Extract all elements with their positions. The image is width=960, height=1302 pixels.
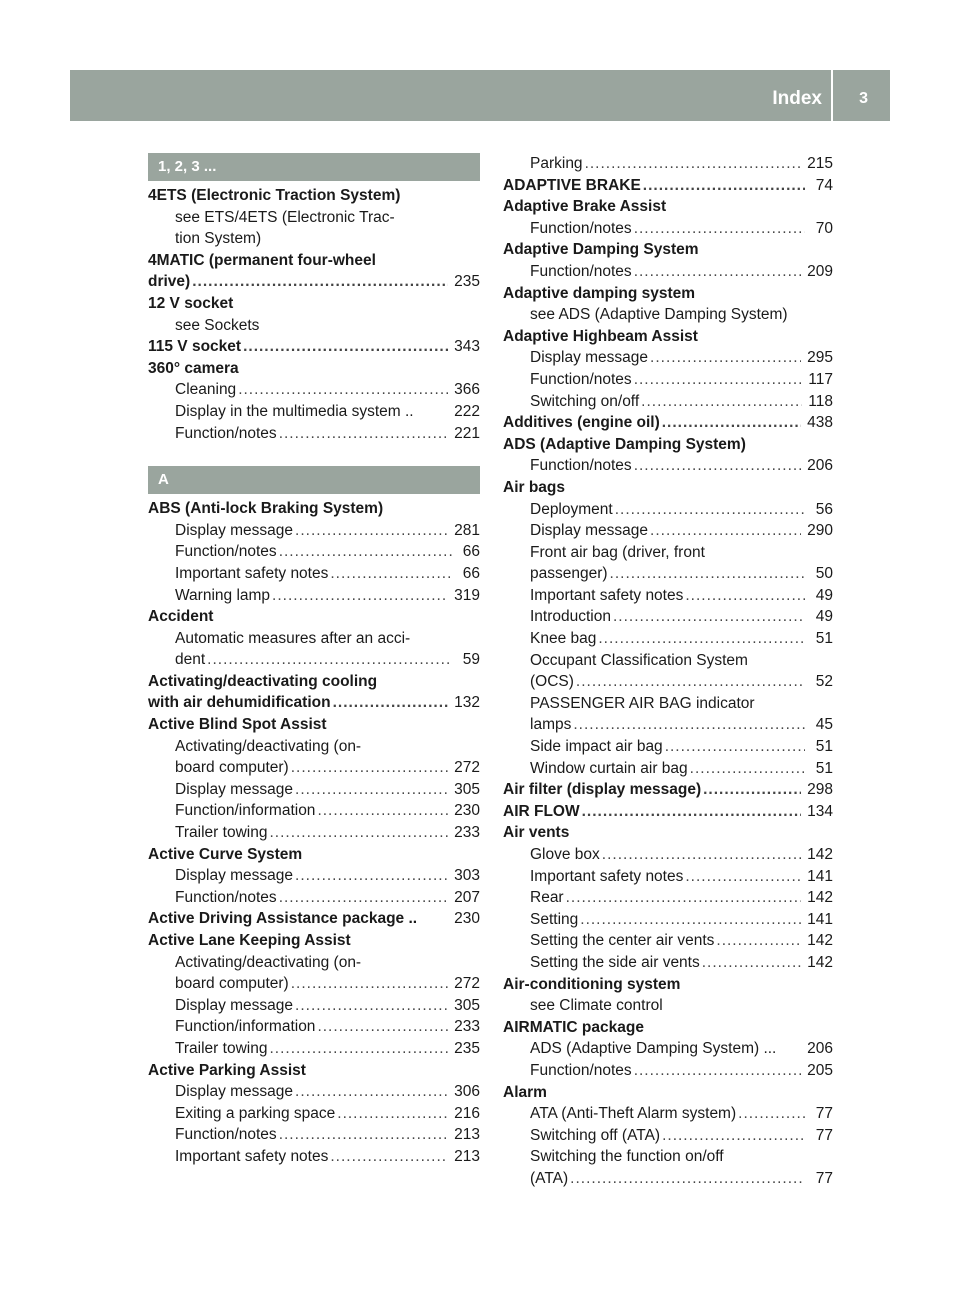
entry-label: Function/notes — [175, 543, 277, 561]
index-term-entry — [148, 271, 480, 293]
leader-dots — [602, 844, 801, 866]
page-reference: 298 — [807, 781, 833, 799]
entry-label: Display message — [175, 996, 294, 1014]
entry-label: Air filter (display message) — [503, 781, 702, 799]
page-reference: 305 — [454, 996, 480, 1014]
index-subentry — [503, 671, 833, 693]
leader-dots — [634, 369, 803, 391]
entry-label: drive) — [148, 273, 191, 291]
leader-dots — [269, 822, 448, 844]
leader-dots — [634, 218, 805, 240]
leader-dots — [615, 499, 805, 521]
entry-label: Important safety notes — [530, 867, 684, 885]
index-term: 360° camera — [148, 359, 239, 377]
leader-dots — [192, 271, 448, 293]
index-subentry — [503, 736, 833, 758]
index-subentry — [148, 649, 480, 671]
entry-label: dent — [175, 651, 206, 669]
entry-label: Function/notes — [530, 1061, 632, 1079]
index-subentry — [503, 952, 833, 974]
entry-label: Important safety notes — [175, 1147, 329, 1165]
page-reference: 77 — [815, 1126, 833, 1144]
index-term: ADS (Adaptive Damping System) — [503, 435, 746, 453]
page-reference: 290 — [807, 522, 833, 540]
entry-label: (ATA) — [530, 1169, 569, 1187]
index-subentry — [503, 1168, 833, 1190]
page-number: 3 — [859, 90, 868, 107]
leader-dots — [662, 1125, 805, 1147]
page-reference: 303 — [454, 867, 480, 885]
page-reference: 49 — [815, 586, 833, 604]
index-subentry — [148, 779, 480, 801]
entry-label: Deployment — [530, 500, 613, 518]
page-reference: 206 — [807, 1040, 833, 1058]
entry-label: Window curtain air bag — [530, 759, 688, 777]
page-reference: 142 — [807, 846, 833, 863]
entry-label: Cleaning — [175, 381, 237, 399]
page-reference: 233 — [454, 824, 480, 842]
entry-label: ADS (Adaptive Damping System) ... — [530, 1040, 777, 1058]
entry-label: Rear — [530, 889, 564, 907]
page-reference: 230 — [454, 910, 480, 928]
index-subentry — [503, 218, 833, 240]
leader-dots — [295, 865, 448, 887]
leader-dots — [650, 347, 801, 369]
leader-dots — [685, 585, 805, 607]
entry-label: Introduction — [530, 608, 611, 626]
page-reference: 49 — [815, 608, 833, 626]
page-reference: 51 — [815, 759, 833, 777]
index-term-entry — [148, 336, 480, 358]
leader-dots — [291, 757, 448, 779]
index-subentry — [148, 1038, 480, 1060]
page-reference: 272 — [454, 759, 480, 777]
page-reference: 56 — [815, 500, 833, 518]
entry-label: Parking — [530, 155, 583, 172]
index-term: Active Blind Spot Assist — [148, 716, 327, 734]
leader-dots — [238, 379, 448, 401]
leader-dots — [330, 1146, 448, 1168]
entry-label: Display message — [530, 522, 649, 540]
index-subentry — [503, 455, 833, 477]
header-divider — [831, 70, 833, 121]
index-term: Active Curve System — [148, 845, 303, 863]
entry-label: Warning lamp — [175, 586, 271, 604]
index-term: 4MATIC (permanent four-wheel — [148, 251, 376, 269]
index-subentry — [503, 347, 833, 369]
entry-label: Trailer towing — [175, 1039, 268, 1057]
page-reference: 117 — [808, 370, 833, 388]
index-term-entry — [503, 801, 833, 823]
index-subentry — [148, 995, 480, 1017]
entry-label: Function/notes — [175, 1126, 277, 1144]
index-term: Adaptive Highbeam Assist — [503, 327, 698, 345]
entry-label: AIR FLOW — [503, 802, 580, 820]
leader-dots — [272, 585, 448, 607]
page-reference: 213 — [454, 1126, 480, 1144]
leader-dots — [613, 606, 805, 628]
leader-dots — [665, 736, 805, 758]
entry-label: Setting the side air vents — [530, 953, 700, 971]
page-reference: 206 — [807, 457, 833, 475]
index-subentry — [148, 520, 480, 542]
leader-dots — [279, 1124, 448, 1146]
leader-dots — [295, 1081, 448, 1103]
index-subentry — [503, 887, 833, 909]
section-heading: 1, 2, 3 ... — [148, 153, 480, 181]
entry-label: Function/information — [175, 802, 316, 820]
index-term: AIRMATIC package — [503, 1018, 644, 1036]
index-subentry — [503, 1038, 833, 1060]
entry-label: Active Driving Assistance package .. — [148, 910, 418, 928]
entry-label: Function/notes — [175, 888, 277, 906]
index-subentry-text: Activating/deactivating (on- — [175, 737, 362, 755]
entry-label: Knee bag — [530, 630, 597, 648]
entry-label: Setting — [530, 910, 579, 928]
index-subentry-text: tion System) — [175, 230, 262, 248]
page-reference: 141 — [807, 910, 833, 928]
leader-dots — [279, 423, 448, 445]
leader-dots — [295, 520, 448, 542]
index-subentry — [503, 606, 833, 628]
index-term: 12 V socket — [148, 294, 234, 312]
index-subentry — [503, 628, 833, 650]
page-reference: 132 — [454, 694, 480, 712]
index-term: Air vents — [503, 824, 570, 842]
index-subentry — [503, 844, 833, 866]
leader-dots — [330, 563, 452, 585]
entry-label: Function/notes — [530, 370, 632, 388]
leader-dots — [643, 175, 805, 197]
index-term: ABS (Anti-lock Braking System) — [148, 500, 384, 518]
leader-dots — [279, 541, 452, 563]
page-reference: 213 — [454, 1147, 480, 1165]
leader-dots — [702, 952, 801, 974]
entry-label: Side impact air bag — [530, 738, 663, 756]
index-column-right — [503, 153, 833, 1190]
index-subentry — [503, 909, 833, 931]
leader-dots — [690, 758, 805, 780]
index-subentry — [503, 563, 833, 585]
index-subentry-text: Occupant Classification System — [530, 651, 748, 669]
page-reference: 51 — [815, 630, 833, 648]
page-reference: 305 — [454, 780, 480, 798]
entry-label: Function/notes — [530, 219, 632, 237]
page-reference: 235 — [454, 1039, 480, 1057]
entry-label: Additives (engine oil) — [503, 414, 660, 432]
leader-dots — [279, 887, 448, 909]
index-subentry — [503, 391, 833, 413]
leader-dots — [337, 1103, 448, 1125]
index-subentry — [503, 1103, 833, 1125]
index-subentry-text: Activating/deactivating (on- — [175, 953, 362, 971]
page-reference: 142 — [807, 889, 833, 907]
page-reference: 272 — [454, 975, 480, 993]
entry-label: (OCS) — [530, 673, 574, 691]
entry-label: Important safety notes — [530, 586, 684, 604]
page-reference: 70 — [815, 219, 833, 237]
index-term: Adaptive Damping System — [503, 241, 699, 259]
leader-dots — [685, 866, 801, 888]
entry-label: Setting the center air vents — [530, 932, 715, 950]
leader-dots — [243, 336, 448, 358]
page-reference: 343 — [454, 338, 480, 356]
page-reference: 230 — [454, 802, 480, 820]
index-subentry-text: see ETS/4ETS (Electronic Trac- — [175, 208, 395, 226]
page-reference: 205 — [807, 1061, 833, 1079]
index-column-left — [148, 153, 480, 1168]
section-spacer — [148, 444, 480, 466]
index-subentry-text: see Climate control — [530, 997, 663, 1015]
leader-dots — [580, 909, 801, 931]
index-term: Active Parking Assist — [148, 1061, 306, 1079]
index-subentry — [503, 930, 833, 952]
index-term: Active Lane Keeping Assist — [148, 932, 351, 949]
leader-dots — [573, 714, 805, 736]
leader-dots — [634, 455, 801, 477]
entry-label: Function/notes — [175, 424, 277, 442]
page-reference: 438 — [807, 414, 833, 432]
index-subentry — [148, 563, 480, 585]
page-reference: 134 — [807, 802, 833, 820]
page-reference: 74 — [815, 176, 833, 194]
entry-label: Exiting a parking space — [175, 1104, 336, 1122]
entry-label: Important safety notes — [175, 564, 329, 582]
leader-dots — [291, 973, 448, 995]
index-subentry-text: Switching the function on/off — [530, 1148, 724, 1166]
index-term: Adaptive Brake Assist — [503, 198, 667, 216]
index-subentry — [503, 758, 833, 780]
page-reference: 319 — [454, 586, 480, 604]
entry-label: Display message — [175, 780, 294, 798]
header-bar — [70, 70, 890, 121]
index-subentry — [148, 1146, 480, 1168]
index-subentry-text: see ADS (Adaptive Damping System) — [530, 306, 788, 324]
index-term-entry — [148, 692, 480, 714]
index-subentry — [148, 887, 480, 909]
leader-dots — [598, 628, 805, 650]
entry-label: Display in the multimedia system .. — [175, 402, 414, 420]
index-term-entry — [148, 908, 480, 930]
leader-dots — [650, 520, 801, 542]
entry-label: board computer) — [175, 975, 289, 993]
page-reference: 59 — [462, 651, 480, 669]
index-subentry-text: Automatic measures after an acci- — [175, 629, 411, 647]
leader-dots — [582, 801, 802, 823]
entry-label: passenger) — [530, 565, 608, 583]
page-reference: 209 — [807, 262, 833, 280]
leader-dots — [269, 1038, 448, 1060]
index-subentry — [148, 423, 480, 445]
entry-label: Glove box — [530, 846, 600, 863]
page-reference: 306 — [454, 1083, 480, 1101]
index-subentry — [148, 585, 480, 607]
entry-label: ADAPTIVE BRAKE — [503, 176, 641, 194]
leader-dots — [610, 563, 805, 585]
index-subentry — [503, 499, 833, 521]
page-reference: 118 — [808, 392, 833, 410]
index-subentry — [148, 1103, 480, 1125]
index-subentry — [503, 714, 833, 736]
page-reference: 52 — [815, 673, 833, 691]
page-reference: 66 — [462, 564, 480, 582]
entry-label: Function/notes — [530, 457, 632, 475]
page-reference: 207 — [454, 888, 480, 906]
index-term-entry — [503, 175, 833, 197]
section-heading: A — [148, 466, 480, 494]
page-reference: 215 — [807, 155, 833, 172]
leader-dots — [295, 779, 448, 801]
page-reference: 222 — [454, 402, 480, 420]
leader-dots — [317, 1016, 448, 1038]
entry-label: ATA (Anti-Theft Alarm system) — [530, 1105, 737, 1123]
index-subentry — [148, 1016, 480, 1038]
leader-dots — [641, 391, 802, 413]
leader-dots — [716, 930, 801, 952]
index-term-entry — [503, 779, 833, 801]
leader-dots — [585, 153, 802, 175]
index-subentry — [148, 757, 480, 779]
page-reference: 295 — [807, 349, 833, 367]
index-subentry-text: see Sockets — [175, 316, 260, 334]
index-term: Activating/deactivating cooling — [148, 672, 378, 690]
index-subentry — [503, 369, 833, 391]
index-subentry — [148, 865, 480, 887]
leader-dots — [207, 649, 452, 671]
index-term: Air bags — [503, 478, 566, 496]
page-reference: 235 — [454, 273, 480, 291]
index-term-entry — [503, 412, 833, 434]
entry-label: Switching off (ATA) — [530, 1126, 661, 1144]
header-title: Index — [772, 88, 822, 109]
page-reference: 50 — [815, 565, 833, 583]
index-subentry — [148, 973, 480, 995]
leader-dots — [738, 1103, 805, 1125]
index-subentry — [503, 520, 833, 542]
entry-label: Trailer towing — [175, 824, 268, 842]
page-reference: 141 — [807, 867, 833, 885]
index-term: 4ETS (Electronic Traction System) — [148, 187, 401, 204]
index-subentry — [503, 261, 833, 283]
index-term: Alarm — [503, 1083, 547, 1101]
page-reference: 221 — [454, 424, 480, 442]
leader-dots — [570, 1168, 805, 1190]
entry-label: 115 V socket — [148, 338, 242, 356]
page-reference: 45 — [815, 716, 833, 734]
index-subentry — [503, 153, 833, 175]
page-reference: 142 — [807, 953, 833, 971]
leader-dots — [576, 671, 805, 693]
entry-label: Display message — [175, 521, 294, 539]
leader-dots — [634, 1060, 801, 1082]
leader-dots — [566, 887, 802, 909]
leader-dots — [295, 995, 448, 1017]
entry-label: with air dehumidification — [148, 694, 331, 712]
entry-label: Display message — [175, 1083, 294, 1101]
entry-label: Function/information — [175, 1018, 316, 1036]
page-reference: 142 — [807, 932, 833, 950]
leader-dots — [703, 779, 801, 801]
entry-label: Display message — [530, 349, 649, 367]
page-reference: 281 — [454, 521, 480, 539]
index-subentry — [503, 585, 833, 607]
index-subentry — [148, 800, 480, 822]
page-reference: 51 — [815, 738, 833, 756]
index-term: Accident — [148, 608, 214, 626]
leader-dots — [317, 800, 448, 822]
entry-label: board computer) — [175, 759, 289, 777]
index-term: Air-conditioning system — [503, 975, 681, 993]
index-term: Adaptive damping system — [503, 284, 696, 302]
entry-label: lamps — [530, 716, 572, 734]
leader-dots — [662, 412, 801, 434]
index-subentry — [148, 541, 480, 563]
page-reference: 66 — [462, 543, 480, 561]
index-subentry — [148, 379, 480, 401]
index-subentry-text: PASSENGER AIR BAG indicator — [530, 694, 755, 712]
entry-label: Function/notes — [530, 262, 632, 280]
index-subentry — [148, 1124, 480, 1146]
index-subentry — [503, 1060, 833, 1082]
entry-label: Display message — [175, 867, 294, 885]
page-reference: 366 — [454, 381, 480, 399]
page-reference: 77 — [815, 1169, 833, 1187]
index-subentry — [503, 866, 833, 888]
page-reference: 77 — [815, 1105, 833, 1123]
entry-label: Switching on/off — [530, 392, 640, 410]
page-reference: 216 — [454, 1104, 480, 1122]
index-subentry — [503, 1125, 833, 1147]
index-subentry — [148, 1081, 480, 1103]
leader-dots — [634, 261, 801, 283]
index-subentry-text: Front air bag (driver, front — [530, 543, 705, 561]
index-subentry — [148, 822, 480, 844]
index-subentry — [148, 401, 480, 423]
page-reference: 233 — [454, 1018, 480, 1036]
leader-dots — [333, 692, 449, 714]
